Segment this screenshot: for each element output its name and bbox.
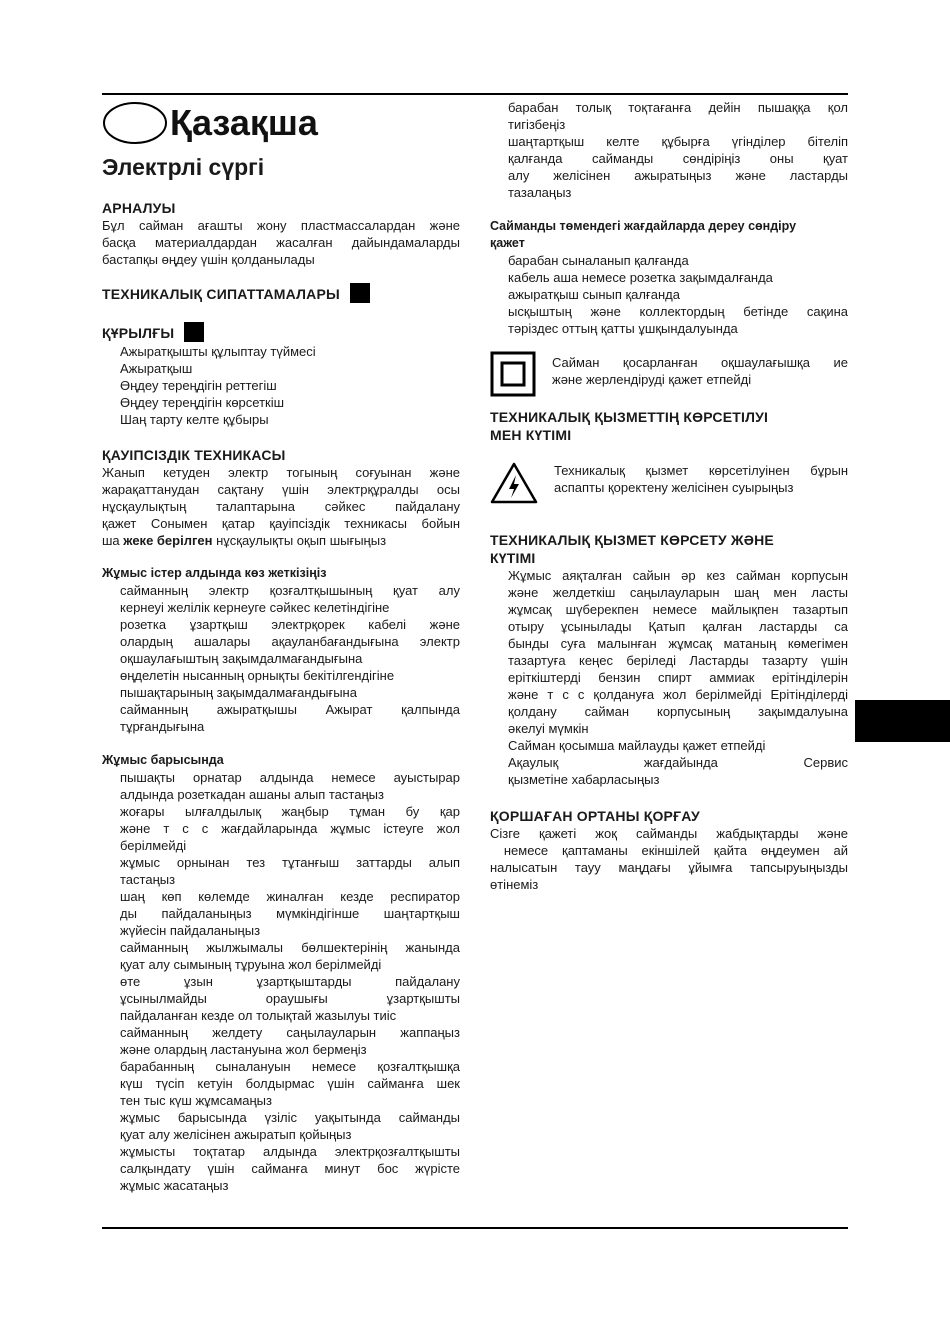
list-item: берілмейді (120, 838, 187, 853)
text-line: тазартуға кеңес беріледі Ластарды тазарту үшін (508, 653, 848, 668)
structure-heading: ҚҰРЫЛҒЫ (102, 325, 175, 341)
list-item: тастаңыз (120, 872, 176, 887)
list-item: салқындату үшін сайманға минут бос жүрісте (120, 1161, 460, 1176)
list-item: сайманның желдету саңылауларын жаппаңыз (120, 1025, 460, 1040)
purpose-section (102, 199, 460, 268)
text-line: бастапқы өңдеу үшін қолданылады (102, 252, 315, 267)
text-line: нұсқаулықтың талаптарына сәйкес пайдалану (102, 499, 460, 514)
language-title: Қазақша (170, 102, 318, 143)
list-item: жоғары ылғалдылық жаңбыр тұман бу қар (120, 804, 460, 819)
list-item: қалғанда сайманды сөндіріңіз оны қуат (508, 151, 848, 166)
insulation-note (552, 354, 848, 388)
text-line: жұмсақ шүберекпен немесе майлықпен тазартып (508, 602, 848, 617)
before-work-section (102, 565, 460, 735)
text-line: қызметіне хабарласыңыз (508, 772, 660, 787)
text-line: Жанып кетуден электр тогының соғуынан және (102, 465, 460, 480)
list-item: қуат алу сымының тұруына жол берілмейді (120, 957, 382, 972)
maintenance-heading: КҮТІМІ (490, 550, 536, 566)
list-item: кернеуі желілік кернеуге сәйкес келетіндігіне (120, 600, 390, 615)
maintenance-heading: ТЕХНИКАЛЫҚ ҚЫЗМЕТ КӨРСЕТУ ЖӘНЕ (490, 532, 774, 548)
list-item: олардың ашалары ақауланбағандығына электр (120, 634, 460, 649)
list-item: барабан сыналанып қалғанда (508, 253, 689, 268)
list-item: ұсынылмайды ораушығы ұзартқышты (120, 991, 460, 1006)
text-line: қолдану сайман корпусының зақымдалуына (508, 704, 848, 719)
structure-section (102, 322, 460, 428)
list-item: Шаң тарту келте құбыры (120, 412, 269, 427)
list-item: пышақтарының зақымдалмағандығына (120, 685, 357, 700)
list-item: тазалаңыз (508, 185, 572, 200)
environment-heading: ҚОРШАҒАН ОРТАНЫ ҚОРҒАУ (490, 808, 700, 824)
text-line: өтінеміз (490, 877, 539, 892)
maintenance-heading: МЕН КҮТІМІ (490, 427, 572, 443)
list-item: өте ұзын ұзартқыштарды пайдалану (120, 974, 460, 989)
top-rule (102, 93, 848, 95)
maintenance-section-2 (490, 531, 848, 788)
specs-marker (350, 283, 370, 303)
text-line: жарақаттанудан сақтану үшін электрқұралды осы (102, 482, 460, 497)
list-item: кабель аша немесе розетка зақымдалғанда (508, 270, 773, 285)
page-title: Электрлі сүргі (102, 154, 265, 180)
text-line: еріткіштерді бензин спирт аммиак ерітінділерін (508, 670, 848, 685)
list-item: және т с с жағдайларында жұмыс істеуге жол (120, 821, 460, 836)
list-item: барабанның сыналануын немесе қозғалтқышқа (120, 1059, 460, 1074)
maintenance-note (554, 462, 848, 496)
list-item: қуат алу желісінен ажыратып қойыңыз (120, 1127, 352, 1142)
list-item: шаңтартқыш келте құбырға үгінділер бітеліп (508, 134, 848, 149)
text-line: аспапты қоректену желісінен суырыңыз (554, 480, 794, 495)
text-line (102, 532, 460, 549)
list-item: ды пайдаланыңыз мүмкіндігінше шаңтартқыш (120, 906, 460, 921)
text-line: Сайман қосарланған оқшаулағышқа ие (552, 355, 848, 370)
text-line: Жұмыс аяқталған сайын әр кез сайман корпусын (508, 568, 848, 583)
during-work-heading: Жұмыс барысында (102, 753, 224, 767)
language-oval-icon (102, 100, 168, 146)
list-item: жүйесін пайдаланыңыз (120, 923, 261, 938)
page-side-tab (855, 700, 950, 742)
list-item: Өңдеу тереңдігін реттегіш (120, 378, 277, 393)
before-work-heading: Жұмыс істер алдында көз жеткізіңіз (102, 566, 327, 580)
text-line: Сізге қажеті жоқ сайманды жабдықтарды және (490, 826, 848, 841)
structure-marker (184, 322, 204, 342)
list-item: және олардың ластануына жол бермеңіз (120, 1042, 367, 1057)
list-item: күш түсіп кетуін болдырмас үшін сайманға шек (120, 1076, 460, 1091)
during-work-section (102, 752, 460, 1194)
text-line: және т с с қолдануға жол берілмейді Ерітінділерді (508, 687, 848, 702)
list-item: розетка ұзартқыш электрқорек кабелі және (120, 617, 460, 632)
text-line: Ақаулық жағдайында Сервис (508, 755, 848, 770)
shutdown-section (490, 218, 848, 337)
list-item: жұмысты тоқтатар алдында электрқозғалтқышты (120, 1144, 460, 1159)
list-item: сайманның ажыратқышы Ажырат қалпында (120, 702, 460, 717)
safety-section (102, 446, 460, 549)
text-line: басқа материалдардан жасалған дайындамаларды (102, 235, 460, 250)
specs-heading: ТЕХНИКАЛЫҚ СИПАТТАМАЛАРЫ (102, 286, 340, 302)
safety-heading: ҚАУІПСІЗДІК ТЕХНИКАСЫ (102, 447, 286, 463)
purpose-heading: АРНАЛУЫ (102, 200, 176, 216)
list-item: тұрғандығына (120, 719, 205, 734)
text-fragment: нұсқаулықты оқып шығыңыз (212, 533, 387, 548)
list-item: сайманның жылжымалы бөлшектерінің жанында (120, 940, 460, 955)
list-item: шаң көп көлемде жиналған кезде респиратор (120, 889, 460, 904)
text-line: және желдеткіш саңылауларын шаң мен ласты (508, 585, 848, 600)
shutdown-heading: қажет (490, 236, 525, 250)
list-item: ысқыштың және коллектордың бетінде сақина (508, 304, 848, 319)
list-item: жұмыс орнынан тез тұтанғыш заттарды алып (120, 855, 460, 870)
environment-section (490, 807, 848, 893)
list-item: барабан толық тоқтағанға дейін пышаққа қол (508, 100, 848, 115)
text-line: бынды суға малынған жұмсақ матаның көмегімен (508, 636, 848, 651)
text-line: және жерлендіруді қажет етпейді (552, 372, 752, 387)
bottom-rule (102, 1227, 848, 1229)
text-line: налысатын тауу маңдағы ұйымға тапсыруыңызды (490, 860, 848, 875)
list-item: тен тыс күш жұмсамаңыз (120, 1093, 272, 1108)
electrical-hazard-icon (490, 461, 538, 505)
during-work-continued (490, 99, 848, 201)
list-item: сайманның электр қозғалтқышының қуат алу (120, 583, 460, 598)
list-item: өңделетін нысанның орнықты бекітілгендігіне (120, 668, 395, 683)
text-line: қажет Сонымен қатар қауіпсіздік техникасы бойын (102, 516, 460, 531)
double-insulation-icon (490, 351, 536, 397)
text-fragment: ша (102, 533, 124, 548)
list-item: тигізбеңіз (508, 117, 566, 132)
text-line: әкелуі мүмкін (508, 721, 589, 736)
shutdown-heading: Сайманды төмендегі жағдайларда дереу сөндіру (490, 219, 797, 233)
list-item: ажыратқыш сынып қалғанда (508, 287, 680, 302)
text-line: Сайман қосымша майлауды қажет етпейді (508, 738, 766, 753)
list-item: жұмыс барысында үзіліс уақытында сайманды (120, 1110, 460, 1125)
text-line: Техникалық қызмет көрсетілуінен бұрын (554, 463, 848, 478)
bold-fragment: жеке берілген (123, 533, 213, 548)
list-item: Ажыратқыш (120, 361, 193, 376)
list-item: пышақты орнатар алдында немесе ауыстырар (120, 770, 460, 785)
maintenance-section-1 (490, 408, 848, 444)
list-item: пайдаланған кезде ол толықтай жазылуы тиіс (120, 1008, 397, 1023)
list-item: алу желісінен ажыратыңыз және ластарды (508, 168, 848, 183)
list-item: тәріздес оттың қатты ұшқындалуында (508, 321, 738, 336)
text-line: отыру ұсынылады Қатып қалған ластарды са (508, 619, 848, 634)
list-item: алдында розеткадан ашаны алып тастаңыз (120, 787, 384, 802)
specs-section (102, 283, 460, 304)
text-line: Бұл сайман ағашты жону пластмассалардан және (102, 218, 460, 233)
list-item: Ажыратқышты құлыптау түймесі (120, 344, 316, 359)
list-item: жұмыс жасатаңыз (120, 1178, 229, 1193)
text-line: немесе қаптаманы екіншілей қайта өңдеумен ай (490, 843, 848, 858)
maintenance-heading: ТЕХНИКАЛЫҚ ҚЫЗМЕТТІҢ КӨРСЕТІЛУІ (490, 409, 769, 425)
list-item: оқшаулағыштың зақымдалмағандығына (120, 651, 363, 666)
list-item: Өңдеу тереңдігін көрсеткіш (120, 395, 285, 410)
